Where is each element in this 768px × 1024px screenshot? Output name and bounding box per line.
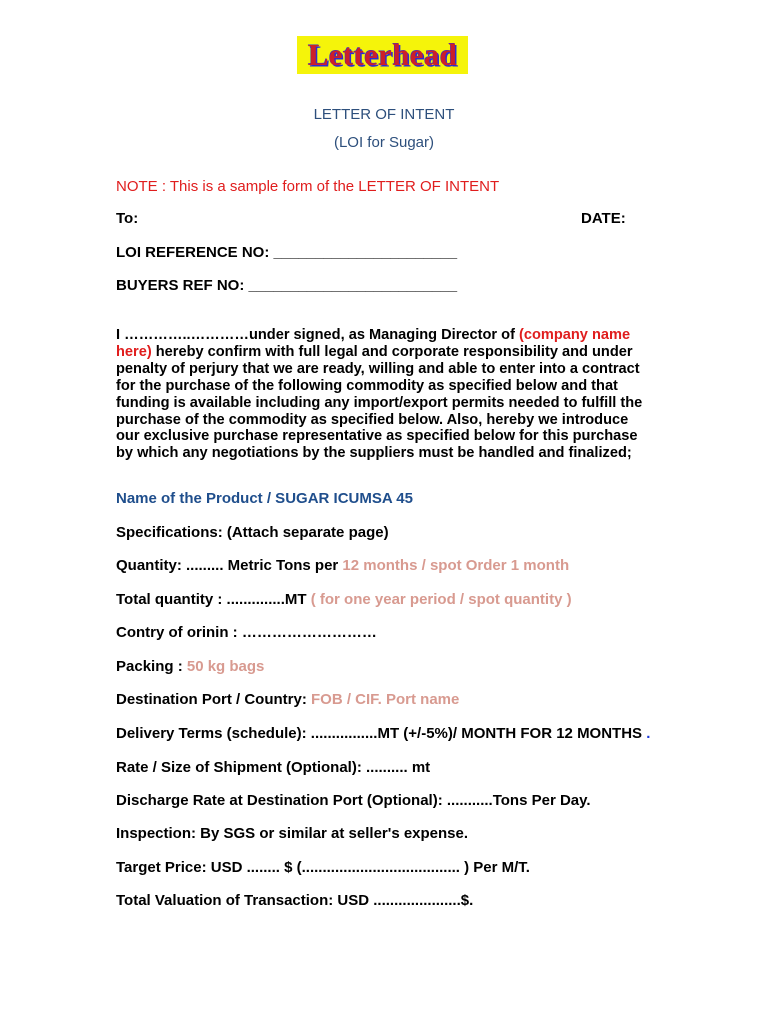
destination-label: Destination Port / Country: — [116, 691, 311, 708]
company-name-placeholder-end: here) — [116, 343, 152, 360]
company-name-placeholder: (company name — [519, 327, 631, 343]
packing-line — [116, 658, 264, 675]
para-line-5: funding is available including any import/export permits needed to fulfill the — [116, 394, 643, 411]
country-of-origin-line: Contry of orinin : ……………………… — [116, 624, 377, 641]
para-line-4: for the purchase of the following commodity as specified below and that — [116, 377, 618, 394]
target-price-line: Target Price: USD ........ $ (...................................... ) Per M/T. — [116, 859, 530, 876]
quantity-note: 12 months / spot Order 1 month — [342, 557, 570, 574]
delivery-terms-line — [116, 725, 650, 742]
document-title: LETTER OF INTENT — [313, 106, 455, 123]
para-line-2 — [116, 344, 691, 361]
to-label: To: — [116, 210, 139, 227]
declaration-paragraph — [116, 327, 691, 462]
para-line-1 — [116, 327, 691, 344]
delivery-dot: . — [646, 725, 651, 742]
loi-reference-field: LOI REFERENCE NO: ______________________ — [116, 244, 458, 261]
rate-line: Rate / Size of Shipment (Optional): .......... mt — [116, 759, 431, 776]
total-quantity-label: Total quantity : ..............MT — [116, 591, 311, 608]
para-line-8: by which any negotiations by the suppliers must be handled and finalized; — [116, 445, 632, 462]
total-quantity-note: ( for one year period / spot quantity ) — [310, 591, 572, 608]
document-subtitle: (LOI for Sugar) — [333, 134, 435, 151]
total-valuation-line: Total Valuation of Transaction: USD .....................$. — [116, 892, 474, 909]
inspection-line: Inspection: By SGS or similar at seller's expense. — [116, 825, 469, 842]
discharge-rate-line: Discharge Rate at Destination Port (Optional): ...........Tons Per Day. — [116, 792, 591, 809]
total-quantity-line — [116, 591, 572, 608]
quantity-label: Quantity: ......... Metric Tons per — [116, 557, 343, 574]
packing-value: 50 kg bags — [186, 658, 265, 675]
para-line-3: penalty of perjury that we are ready, willing and able to enter into a contract — [116, 360, 640, 377]
date-label: DATE: — [581, 210, 626, 227]
para-line-7: our exclusive purchase representative as specified below for this purchase — [116, 428, 638, 445]
para-text: hereby confirm with full legal and corporate responsibility and under — [151, 343, 633, 360]
para-line-6: purchase of the commodity as specified below. Also, hereby we introduce — [116, 411, 629, 428]
product-name: Name of the Product / SUGAR ICUMSA 45 — [116, 490, 413, 507]
sample-note: NOTE : This is a sample form of the LETTER OF INTENT — [116, 178, 500, 195]
destination-value: FOB / CIF. Port name — [311, 691, 460, 708]
destination-line — [116, 691, 459, 708]
quantity-line — [116, 557, 569, 574]
buyers-ref-field: BUYERS REF NO: _________________________ — [116, 277, 458, 294]
specifications-line: Specifications: (Attach separate page) — [116, 524, 389, 541]
delivery-terms: Delivery Terms (schedule): ................MT (+/-5%)/ MONTH FOR 12 MONTHS — [116, 725, 647, 742]
packing-label: Packing : — [116, 658, 187, 675]
para-text: I …………..…………under signed, as Managing Director of — [116, 327, 519, 343]
letterhead-logo: Letterhead — [297, 36, 468, 74]
